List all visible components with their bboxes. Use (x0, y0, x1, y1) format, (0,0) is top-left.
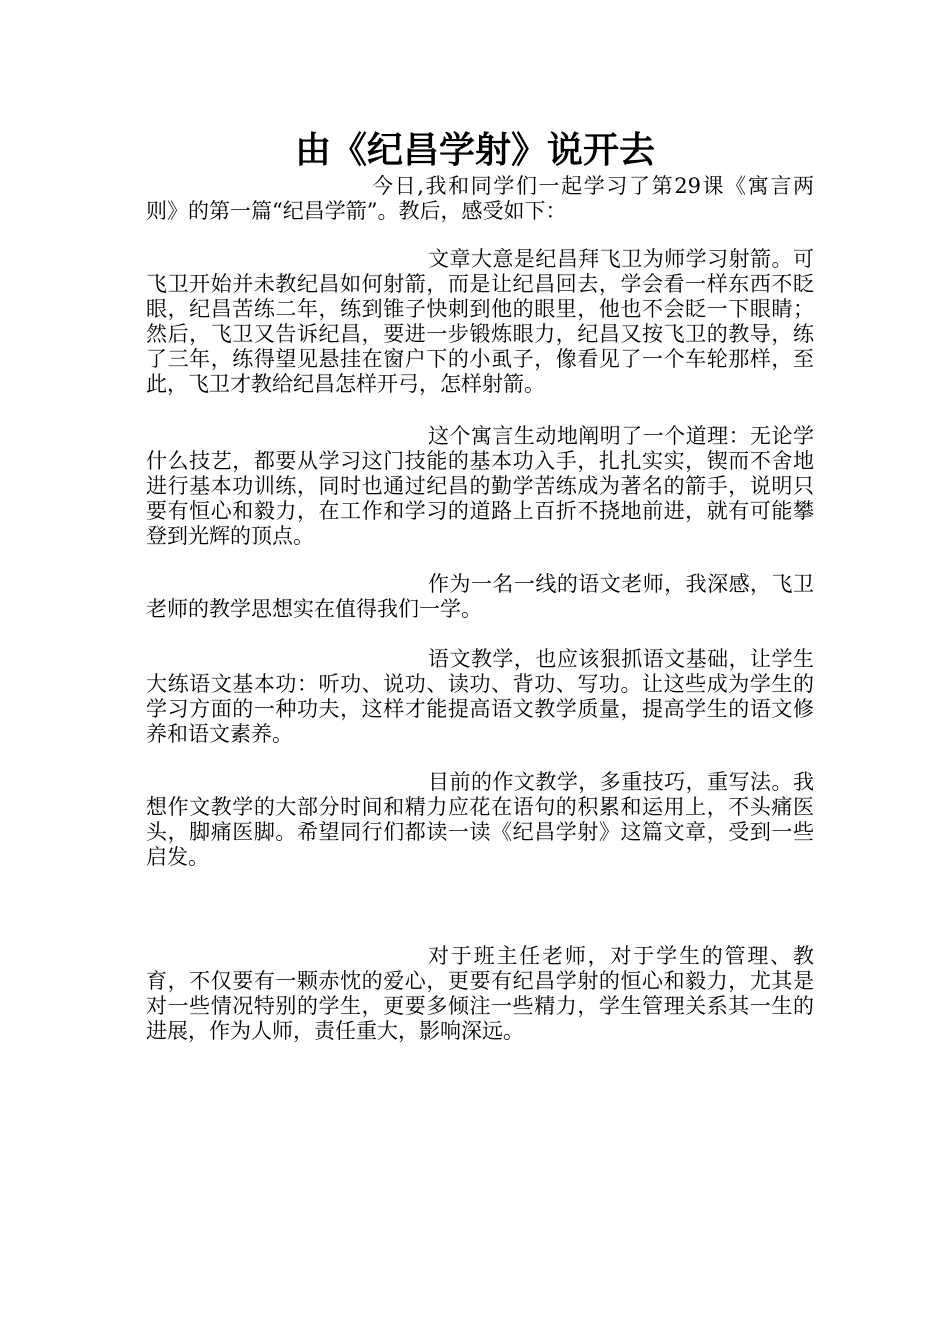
paragraph-moral: 这个寓言生动地阐明了一个道理：无论学什么技艺，都要从学习这门技能的基本功入手，扎扎实实，锲而不舍地进行基本功训练，同时也通过纪昌的勤学苦练成为著名的箭手，说明只要有恒心和毅力，在工作和学习的道路上百折不挠地前进，就有可能攀登到光辉的顶点。 (146, 424, 814, 548)
paragraph-class-management: 对于班主任老师，对于学生的管理、教育，不仅要有一颗赤忱的爱心，更要有纪昌学射的恒心和毅力，尤其是对一些情况特别的学生，更要多倾注一些精力，学生管理关系其一生的进展，作为人师，责任重大，影响深远。 (146, 944, 814, 1043)
paragraph-teacher-reflection: 作为一名一线的语文老师，我深感，飞卫老师的教学思想实在值得我们一学。 (146, 572, 814, 621)
paragraph-chinese-teaching: 语文教学，也应该狠抓语文基础，让学生大练语文基本功：听功、说功、读功、背功、写功。让这些成为学生的学习方面的一种功夫，这样才能提高语文教学质量，提高学生的语文修养和语文素养。 (146, 647, 814, 746)
paragraph-intro: 今日,我和同学们一起学习了第29课《寓言两则》的第一篇“纪昌学箭”。教后，感受如下： (146, 174, 814, 223)
document-title: 由《纪昌学射》说开去 (294, 130, 655, 171)
paragraph-story-summary: 文章大意是纪昌拜飞卫为师学习射箭。可飞卫开始并未教纪昌如何射箭，而是让纪昌回去，学会看一样东西不眨眼，纪昌苦练二年，练到锥子快刺到他的眼里，他也不会眨一下眼睛；然后，飞卫又告诉纪昌，要进一步锻炼眼力，纪昌又按飞卫的教导，练了三年，练得望见悬挂在窗户下的小虱子，像看见了一个车轮那样，至此，飞卫才教给纪昌怎样开弓，怎样射箭。 (146, 247, 814, 396)
paragraph-writing-teaching: 目前的作文教学，多重技巧，重写法。我想作文教学的大部分时间和精力应花在语句的积累和运用上，不头痛医头，脚痛医脚。希望同行们都读一读《纪昌学射》这篇文章，受到一些启发。 (146, 770, 814, 869)
